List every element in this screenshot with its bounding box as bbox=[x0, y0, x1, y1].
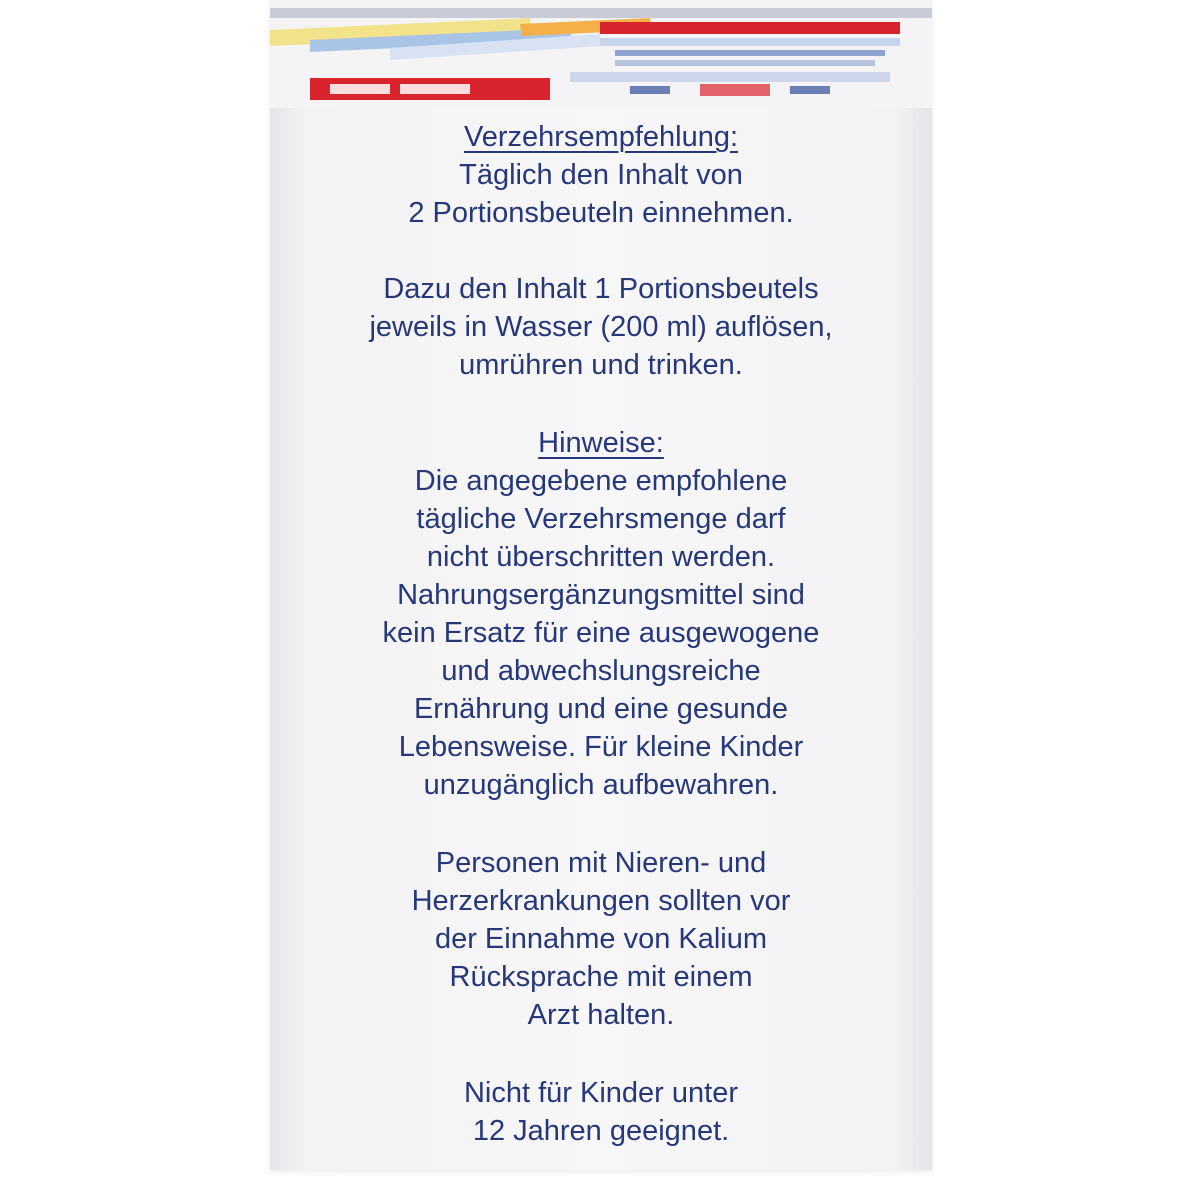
kidney-warning-line: Personen mit Nieren- und bbox=[435, 847, 767, 879]
preparation-line: Dazu den Inhalt 1 Portionsbeutels bbox=[383, 273, 819, 305]
kidney-warning-line: Arzt halten. bbox=[527, 999, 675, 1031]
recommendation-line: Täglich den Inhalt von bbox=[459, 159, 743, 191]
preparation-line: jeweils in Wasser (200 ml) auflösen, bbox=[369, 311, 833, 343]
package-text-panel bbox=[270, 118, 932, 1150]
kidney-warning-line: der Einnahme von Kalium bbox=[434, 923, 768, 955]
preparation-line: umrühren und trinken. bbox=[459, 349, 743, 381]
notes-line: Nahrungsergänzungsmittel sind bbox=[397, 579, 805, 611]
age-warning-line: Nicht für Kinder unter bbox=[463, 1077, 738, 1109]
notes-line: Ernährung und eine gesunde bbox=[413, 693, 789, 725]
kidney-warning-line: Herzerkrankungen sollten vor bbox=[411, 885, 791, 917]
age-warning-line: 12 Jahren geeignet. bbox=[472, 1115, 730, 1147]
notes-line: tägliche Verzehrsmenge darf bbox=[416, 503, 786, 535]
package-top-graphic bbox=[270, 0, 932, 108]
package-side-panel bbox=[270, 0, 932, 1170]
notes-line: Lebensweise. Für kleine Kinder bbox=[398, 731, 804, 763]
notes-heading: Hinweise: bbox=[538, 427, 664, 459]
notes-line: unzugänglich aufbewahren. bbox=[423, 769, 779, 801]
notes-line: Die angegebene empfohlene bbox=[414, 465, 788, 497]
recommendation-line: 2 Portionsbeuteln einnehmen. bbox=[408, 197, 794, 229]
brand-band-graphic bbox=[270, 0, 932, 108]
kidney-warning-line: Rücksprache mit einem bbox=[449, 961, 753, 993]
notes-line: kein Ersatz für eine ausgewogene bbox=[382, 617, 820, 649]
notes-line: nicht überschritten werden. bbox=[426, 541, 776, 573]
notes-line: und abwechslungsreiche bbox=[441, 655, 761, 687]
recommendation-heading: Verzehrsempfehlung: bbox=[463, 121, 739, 153]
